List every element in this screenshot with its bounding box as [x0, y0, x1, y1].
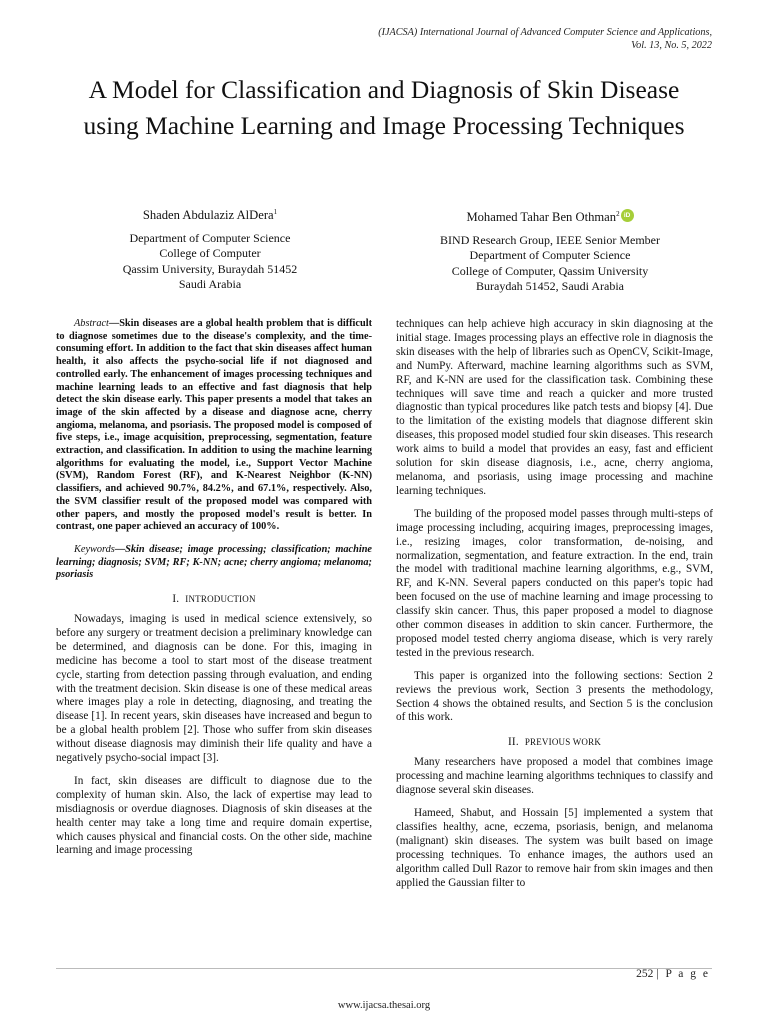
author-2-name: Mohamed Tahar Ben Othman$^2$ iD: [430, 207, 670, 226]
keywords-text: —Skin disease; image processing; classification; machine learning; diagnosis; SVM; RF; K-NN; acne; cherry angioma; melanoma; psoriasis: [56, 543, 372, 581]
orcid-icon[interactable]: iD: [621, 209, 634, 222]
author-1: [100, 205, 320, 293]
author-1-name: Shaden Abdulaziz AlDera$^1$: [142, 208, 278, 222]
paper-title: A Model for Classification and Diagnosis of Skin Disease using Machine Learning and Image Processing Techniques: [83, 75, 685, 140]
section-heading-previous-work: II. PREVIOUS WORK: [507, 736, 602, 749]
author-2-affiliation-line: College of Computer, Qassim University: [451, 263, 649, 278]
body-paragraph: Nowadays, imaging is used in medical science extensively, so before any surgery or treatment decision a preliminary knowledge can be determined, and diagnosis can be done. For this, imaging in medicine has become a tool to start most of the disease treatment cycle, starting from detection passing through evaluation, and ending with the treatment decision. Skin disease is one of these medical areas where images play a role in detecting, diagnosing, and treating the disease [1]. In recent years, skin diseases have increased and begun to be a global health problem [2]. Those who suffer from skin diseases without disease diagnosis may diminish their life quality and have a negatively psycho-social impact [3].: [56, 612, 372, 765]
author-1-affiliation-line: College of Computer: [159, 246, 261, 261]
journal-volume: Vol. 13, No. 5, 2022: [631, 40, 712, 51]
body-paragraph: techniques can help achieve high accuracy in skin diagnosing at the initial stage. Images processing plays an effective role in diagnosis the skin diseases with the help of libraries such as OpenCV, Scikit-Image, and NumPy. Afterward, machine learning algorithms such as SVM, RF, and K-NN are used for the classification task. Combining these techniques will save time and reach a quicker and more trusted diagnostic than typical procedures like patch tests and biopsy [4]. Due to the limitation of the existing models that diagnose different skin diseases, this proposed model studied four skin diseases. This research work aims to build a model that provides an easy, fast and efficient solution for skin disease diagnosis, i.e., acne, cherry angioma, melanoma, and psoriasis, using image processing and machine learning techniques.: [396, 318, 713, 497]
author-1-affiliation-line: Qassim University, Buraydah 51452: [122, 261, 298, 276]
page-number: 252 | P a g e: [636, 968, 710, 980]
keywords: [56, 544, 372, 582]
right-column: [396, 318, 713, 899]
body-paragraph: Many researchers have proposed a model that combines image processing and machine learning algorithms techniques to classify and diagnose several skin diseases.: [396, 756, 713, 797]
body-paragraph: The building of the proposed model passes through multi-steps of image processing including, acquiring images, preprocessing images, i.e., resizing images, color transformation, de-noising, and normalization, segmentation, and feature extraction. In the end, train the model with traditional machine learning algorithms, e.g., SVM, RF, and K-NN. Several papers conducted on this paper's topic had been focused on the use of machine learning and image processing to classify skin cancer. Thus, this paper proposed a model to diagnose other common diseases in addition to skin cancer. Furthermore, the proposed model tested cherry angioma disease, which is very rarely tested in the previous research.: [396, 507, 713, 659]
abstract: [56, 318, 372, 534]
keywords-lead: Keywords: [74, 543, 115, 555]
abstract-lead: Abstract: [74, 318, 109, 329]
author-1-affiliation-line: Department of Computer Science: [129, 230, 291, 245]
journal-name: (IJACSA) International Journal of Advanced Computer Science and Applications,: [378, 27, 712, 38]
section-heading-introduction: I. INTRODUCTION: [172, 593, 256, 606]
left-column: [56, 318, 372, 867]
author-2: [430, 207, 670, 295]
body-paragraph: In fact, skin diseases are difficult to diagnose due to the complexity of human skin. Also, the lack of expertise may lead to misdiagnosis or overdue diagnoses. Diagnosis of skin diseases at the health center may take a long time and require domain expertise, which causes physical and financial costs. On the other side, machine learning and image processing: [56, 774, 372, 857]
author-2-affiliation-line: BIND Research Group, IEEE Senior Member: [440, 232, 660, 247]
journal-url[interactable]: www.ijacsa.thesai.org: [337, 1000, 431, 1011]
abstract-text: —Skin diseases are a global health problem that is difficult to diagnose sometimes due to the disease's complexity, and the time-consuming effort. In addition to the fact that skin diseases affect human health, it also affects the psycho-social life if not diagnosed and controlled early. The enhancement of images processing techniques and machine learning leads to an effective and fast diagnosis that help detect the skin disease early. This paper presents a model that takes an image of the skin affected by a disease and diagnose acne, cherry angioma, melanoma, and psoriasis. The proposed model is composed of five steps, i.e., image acquisition, preprocessing, segmentation, feature extraction, and classification. In addition to using the machine learning algorithms for evaluating the model, i.e., Support Vector Machine (SVM), Random Forest (RF), and K-Nearest Neighbor (K-NN) classifiers, and achieved 90.7%, 84.2%, and 67.1%, respectively. Also, the SVM classifier result of the proposed model was compared with other papers, and mostly the proposed model's result is better. In contrast, one paper achieved an accuracy of 100%.: [56, 318, 372, 533]
author-2-affiliation-line: Buraydah 51452, Saudi Arabia: [476, 279, 624, 294]
journal-header: [378, 26, 712, 52]
body-paragraph: Hameed, Shabut, and Hossain [5] implemented a system that classifies healthy, acne, eczema, psoriasis, benign, and melanoma (malignant) skin diseases. The system was built based on image processing techniques. To enhance images, the authors used an algorithm called Dull Razor to remove hair from skin images and then applied the Gaussian filter to: [396, 807, 713, 889]
body-paragraph: This paper is organized into the following sections: Section 2 reviews the previous work, Section 3 presents the methodology, Section 4 shows the obtained results, and Section 5 is the conclusion of this work.: [396, 669, 713, 724]
author-1-affiliation-line: Saudi Arabia: [178, 277, 242, 292]
footer-divider: [56, 968, 712, 969]
author-2-affiliation-line: Department of Computer Science: [469, 248, 631, 263]
